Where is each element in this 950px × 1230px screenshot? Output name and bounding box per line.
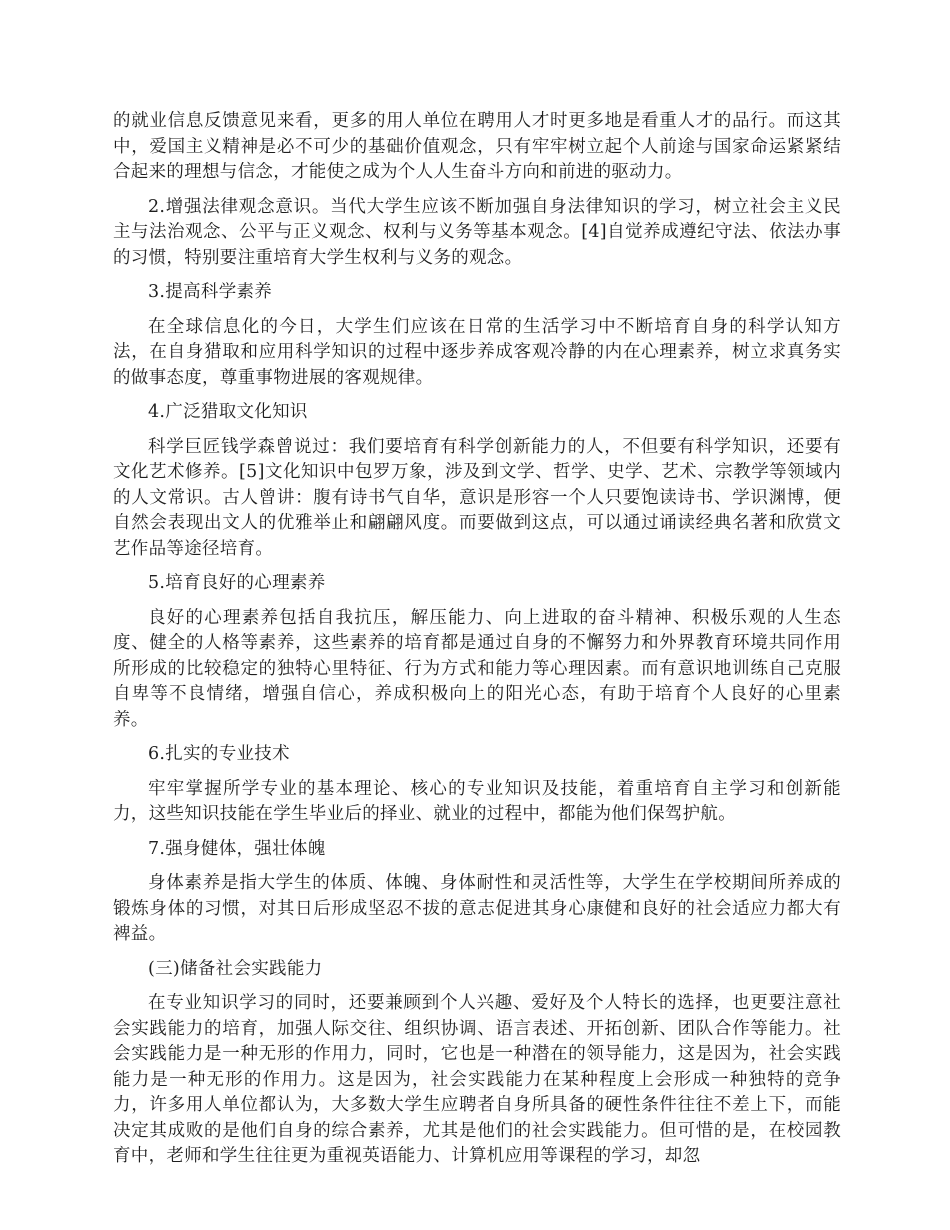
- heading-psychological-quality: 5.培育良好的心理素养: [148, 573, 326, 593]
- paragraph-physical-fitness: 身体素养是指大学生的体质、体魄、身体耐性和灵活性等，大学生在学校期间所养成的锻炼身体的习惯，对其日后形成坚忍不拔的意志促进其身心康健和良好的社会适应力都大有裨益。: [113, 873, 841, 944]
- heading-social-practice: (三)储备社会实践能力: [148, 958, 323, 979]
- heading-cultural-knowledge: 4.广泛猎取文化知识: [148, 402, 308, 422]
- paragraph-cultural-knowledge: 科学巨匠钱学森曾说过：我们要培育有科学创新能力的人，不但要有科学知识，还要有文化艺术修养。[5]文化知识中包罗万象，涉及到文学、哲学、史学、艺术、宗教学等领域内的人文常识。古人曾讲：腹有诗书气自华，意识是形容一个人只要饱读诗书、学识渊博，便自然会表现出文人的优雅举止和翩翩风度。而要做到这点，可以通过诵读经典名著和欣赏文艺作品等途径培育。: [113, 436, 841, 559]
- heading-professional-skills: 6.扎实的专业技术: [148, 744, 290, 764]
- document-page: [113, 109, 841, 1179]
- paragraph-intro-continuation: 的就业信息反馈意见来看，更多的用人单位在聘用人才时更多地是看重人才的品行。而这其中，爱国主义精神是必不可少的基础价值观念，只有牢牢树立起个人前途与国家命运紧紧结合起来的理想与信念，才能使之成为个人人生奋斗方向和前进的驱动力。: [113, 111, 841, 182]
- paragraph-professional-skills: 牢牢掌握所学专业的基本理论、核心的专业知识及技能，着重培育自主学习和创新能力，这些知识技能在学生毕业后的择业、就业的过程中，都能为他们保驾护航。: [113, 778, 841, 824]
- paragraph-social-practice: 在专业知识学习的同时，还要兼顾到个人兴趣、爱好及个人特长的选择，也更要注意社会实践能力的培育，加强人际交往、组织协调、语言表述、开拓创新、团队合作等能力。社会实践能力是一种无形的作用力，同时，它也是一种潜在的领导能力，这是因为，社会实践能力是一种无形的作用力。这是因为，社会实践能力在某种程度上会形成一种独特的竞争力，许多用人单位都认为，大多数大学生应聘者自身所具备的硬性条件往往不差上下，而能决定其成败的是他们自身的综合素养，尤其是他们的社会实践能力。但可惜的是，在校园教育中，老师和学生往往更为重视英语能力、计算机应用等课程的学习，却忽: [113, 993, 841, 1166]
- heading-science-literacy: 3.提高科学素养: [148, 282, 273, 302]
- heading-physical-fitness: 7.强身健体，强壮体魄: [148, 838, 326, 859]
- paragraph-legal-awareness: 2.增强法律观念意识。当代大学生应该不断加强自身法律知识的学习，树立社会主义民主与法治观念、公平与正义观念、权利与义务等基本观念。[4]自觉养成遵纪守法、依法办事的习惯，特别要注重培育大学生权利与义务的观念。: [113, 196, 841, 268]
- paragraph-psychological-quality: 良好的心理素养包括自我抗压，解压能力、向上进取的奋斗精神、积极乐观的人生态度、健全的人格等素养，这些素养的培育都是通过自身的不懈努力和外界教育环境共同作用所形成的比较稳定的独特心里特征、行为方式和能力等心理因素。而有意识地训练自己克服自卑等不良情绪，增强自信心，养成积极向上的阳光心态，有助于培育个人良好的心里素养。: [113, 607, 841, 730]
- paragraph-science-literacy: 在全球信息化的今日，大学生们应该在日常的生活学习中不断培育自身的科学认知方法，在自身猎取和应用科学知识的过程中逐步养成客观冷静的内在心理素养，树立求真务实的做事态度，尊重事物进展的客观规律。: [113, 316, 841, 388]
